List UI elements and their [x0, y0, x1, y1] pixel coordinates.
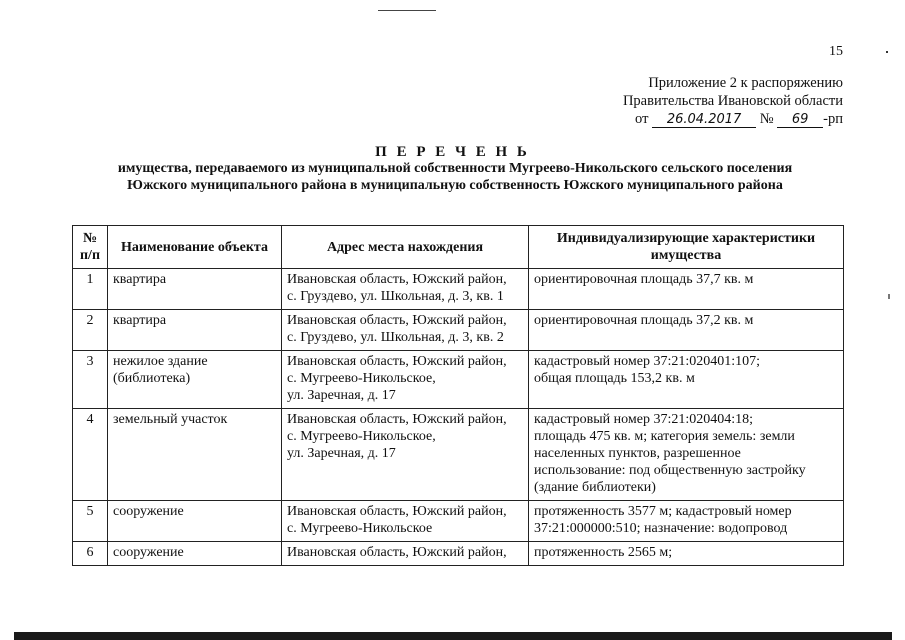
- page-number: 15: [829, 44, 843, 59]
- cell-line: использование: под общественную застройку: [534, 463, 806, 478]
- cell-line: земельный участок: [113, 412, 228, 427]
- cell-line: сооружение: [113, 545, 184, 560]
- cell-line: протяженность 3577 м; кадастровый номер: [534, 504, 792, 519]
- cell-characteristics: [529, 409, 844, 501]
- cell-num: 5: [73, 501, 108, 542]
- cell-line: Ивановская область, Южский район,: [287, 354, 507, 369]
- cell-address: [282, 351, 529, 409]
- cell-line: ориентировочная площадь 37,2 кв. м: [534, 313, 754, 328]
- cell-line: площадь 475 кв. м; категория земель: земли: [534, 429, 795, 444]
- handwritten-number: 69: [777, 112, 823, 128]
- table-row: [73, 269, 844, 310]
- top-scan-mark: [378, 10, 436, 11]
- cell-name: [108, 310, 282, 351]
- header-num: № п/п: [73, 226, 108, 269]
- cell-line: (здание библиотеки): [534, 480, 656, 495]
- cell-line: 37:21:000000:510; назначение: водопровод: [534, 521, 788, 536]
- cell-line: протяженность 2565 м;: [534, 545, 673, 560]
- scan-speck: [886, 51, 888, 53]
- header-name: Наименование объекта: [108, 226, 282, 269]
- header-address: Адрес места нахождения: [282, 226, 529, 269]
- cell-address: [282, 542, 529, 566]
- cell-line: Ивановская область, Южский район,: [287, 504, 507, 519]
- table-row: [73, 310, 844, 351]
- cell-characteristics: [529, 310, 844, 351]
- scan-speck: [888, 294, 890, 299]
- cell-line: (библиотека): [113, 371, 191, 386]
- subtitle-line-2: Южского муниципального района в муниципальную собственность Южского муниципального района: [127, 178, 783, 193]
- number-label: №: [759, 111, 774, 127]
- cell-line: Ивановская область, Южский район,: [287, 272, 507, 287]
- cell-name: [108, 351, 282, 409]
- appendix-line-1: Приложение 2 к распоряжению: [648, 75, 843, 91]
- cell-line: кадастровый номер 37:21:020404:18;: [534, 412, 754, 427]
- from-label: от: [635, 111, 649, 127]
- cell-name: [108, 501, 282, 542]
- subtitle-line-1: имущества, передаваемого из муниципальной собственности Мугреево-Никольского сельского поселения: [117, 161, 793, 176]
- scan-edge-bar: [14, 632, 892, 640]
- cell-characteristics: [529, 269, 844, 310]
- cell-characteristics: [529, 351, 844, 409]
- cell-num: 4: [73, 409, 108, 501]
- cell-line: квартира: [113, 272, 167, 287]
- appendix-header: [623, 74, 843, 128]
- cell-line: Ивановская область, Южский район,: [287, 412, 507, 427]
- cell-address: [282, 409, 529, 501]
- cell-line: нежилое здание: [113, 354, 208, 369]
- cell-line: Ивановская область, Южский район,: [287, 545, 507, 560]
- cell-line: с. Груздево, ул. Школьная, д. 3, кв. 2: [287, 330, 504, 345]
- cell-name: [108, 409, 282, 501]
- property-table: [72, 225, 844, 566]
- table-row: [73, 351, 844, 409]
- cell-characteristics: [529, 542, 844, 566]
- cell-num: 3: [73, 351, 108, 409]
- table-row: [73, 409, 844, 501]
- table-header-row: [73, 226, 844, 269]
- cell-line: с. Мугреево-Никольское,: [287, 371, 436, 386]
- cell-num: 2: [73, 310, 108, 351]
- handwritten-date: 26.04.2017: [652, 112, 756, 128]
- cell-line: с. Мугреево-Никольское,: [287, 429, 436, 444]
- cell-line: с. Мугреево-Никольское: [287, 521, 433, 536]
- cell-address: [282, 310, 529, 351]
- cell-name: [108, 269, 282, 310]
- cell-address: [282, 269, 529, 310]
- cell-line: квартира: [113, 313, 167, 328]
- cell-line: ориентировочная площадь 37,7 кв. м: [534, 272, 754, 287]
- table-body: [73, 269, 844, 566]
- document-title: П Е Р Е Ч Е Н Ь: [375, 144, 530, 160]
- cell-line: кадастровый номер 37:21:020401:107;: [534, 354, 761, 369]
- document-subtitle: [60, 160, 850, 194]
- cell-num: 6: [73, 542, 108, 566]
- cell-name: [108, 542, 282, 566]
- cell-address: [282, 501, 529, 542]
- cell-line: ул. Заречная, д. 17: [287, 446, 396, 461]
- appendix-line-2: Правительства Ивановской области: [622, 93, 843, 109]
- header-characteristics: Индивидуализирующие характеристики имущества: [529, 226, 844, 269]
- cell-line: населенных пунктов, разрешенное: [534, 446, 741, 461]
- cell-characteristics: [529, 501, 844, 542]
- cell-line: Ивановская область, Южский район,: [287, 313, 507, 328]
- appendix-date-line: [635, 110, 843, 128]
- cell-line: с. Груздево, ул. Школьная, д. 3, кв. 1: [287, 289, 504, 304]
- cell-num: 1: [73, 269, 108, 310]
- table-row: [73, 542, 844, 566]
- cell-line: ул. Заречная, д. 17: [287, 388, 396, 403]
- table-row: [73, 501, 844, 542]
- cell-line: сооружение: [113, 504, 184, 519]
- number-suffix: -рп: [823, 111, 843, 127]
- cell-line: общая площадь 153,2 кв. м: [534, 371, 695, 386]
